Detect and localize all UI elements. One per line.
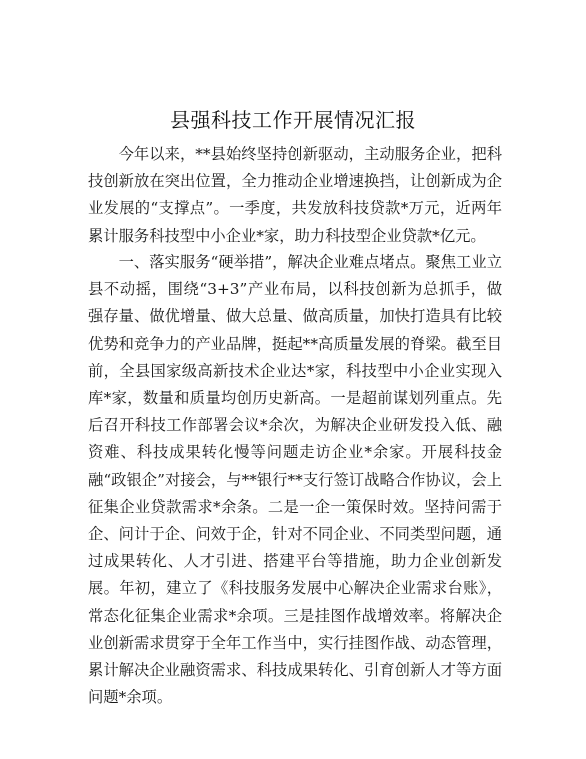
paragraph-section-one: 一、落实服务“硬举措”，解决企业难点堵点。聚焦工业立县不动摇，围绕“3+3”产业布局，以科技创新为总抓手，做强存量、做优增量、做大总量、做高质量，加快打造具有比较优势和竞争力的产业品牌，挺起**高质量发展的脊梁。截至目前，全县国家级高新技术企业达*家，科技型中小企业实现入库*家，数量和质量均创历史新高。一是超前谋划列重点。先后召开科技工作部署会议*余次，为解决企业研发投入低、融资难、科技成果转化慢等问题走访企业*余家。开展科技金融“政银企”对接会，与**银行**支行签订战略合作协议，会上征集企业贷款需求*余条。二是一企一策保时效。坚持问需于企、问计于企、问效于企，针对不同企业、不同类型问题，通过成果转化、人才引进、搭建平台等措施，助力企业创新发展。年初，建立了《科技服务发展中心解决企业需求台账》，常态化征集企业需求*余项。三是挂图作战增效率。将解决企业创新需求贯穿于全年工作当中，实行挂图作战、动态管理，累计解决企业融资需求、科技成果转化、引育创新人才等方面问题*余项。	[88, 253, 502, 707]
paragraph-intro: 今年以来，**县始终坚持创新驱动，主动服务企业，把科技创新放在突出位置，全力推动企业增速换挡，让创新成为企业发展的“支撑点”。一季度，共发放科技贷款*万元，近两年累计服务科技型中小企业*家，助力科技型企业贷款*亿元。	[88, 145, 502, 245]
section-one-paragraph-block	[88, 249, 502, 711]
intro-paragraph-block	[88, 141, 502, 250]
document-title: 县强科技工作开展情况汇报	[170, 108, 416, 132]
